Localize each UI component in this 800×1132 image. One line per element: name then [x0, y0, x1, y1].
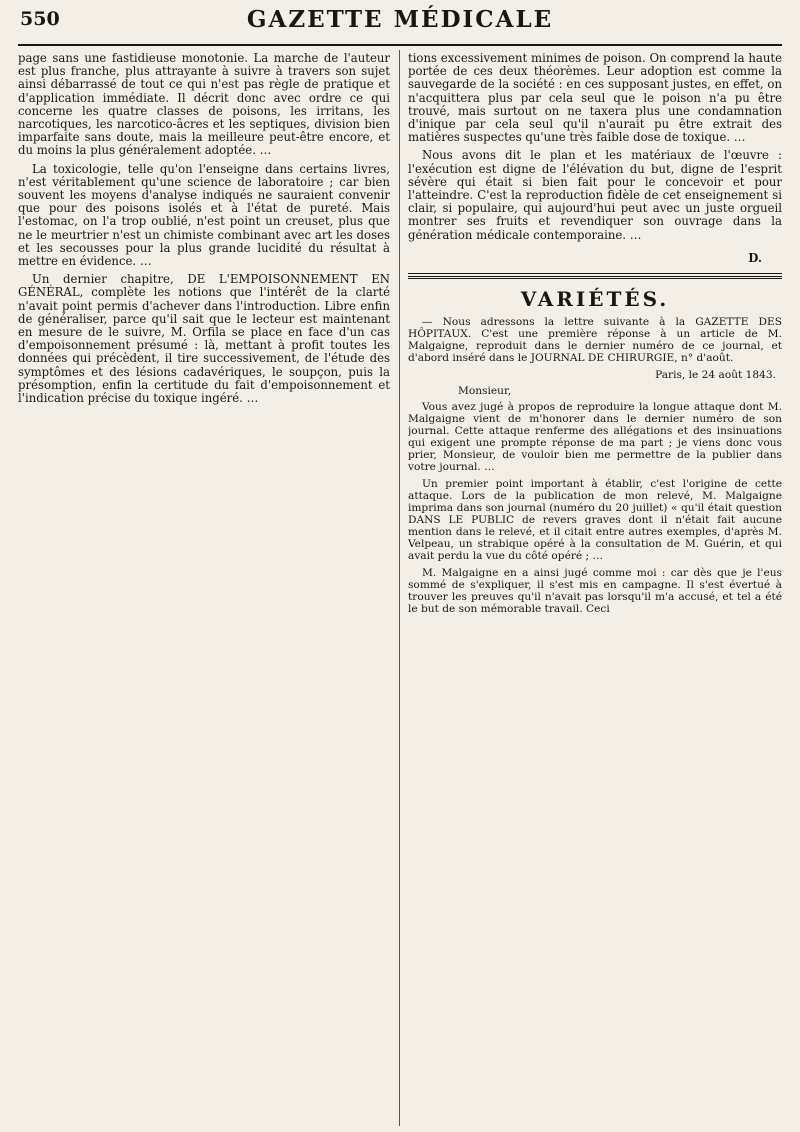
section-rule-bottom: [408, 276, 782, 279]
left-paragraph-3: Un dernier chapitre, DE L'EMPOISONNEMENT EN GÉNÉRAL, complète les notions que l'intérêt de la clarté n'avait point permis d'achever dans l'introduction. Libre enfin de généraliser, parce qu'il sait que le lecteur est maintenant en mesure de le suivre, M. Orfila se place en face d'un cas d'empoisonnement présumé : là, mettant à profit toutes les données qui précèdent, il tire successivement, de l'étude des symptômes et des lésions cadavériques, le soupçon, puis la présomption, enfin la certitude du fait d'empoisonnement et l'indication précise du toxique ingéré. …: [18, 272, 390, 406]
right-paragraph-2: Nous avons dit le plan et les matériaux de l'œuvre : l'exécution est digne de l'élévation du but, digne de l'esprit sévère qui était si bien fait pour le concevoir et pour l'atteindre. C'est la reproduction fidèle de cet enseignement si clair, si populaire, qui aujourd'hui peut avec un juste orgueil montrer ses fruits et revendiquer son ouvrage dans la génération médicale contemporaine. …: [408, 148, 782, 242]
varietes-heading: VARIÉTÉS.: [520, 287, 670, 312]
section-rule-top: [408, 273, 782, 274]
column-divider: [399, 50, 400, 1126]
varietes-section: [408, 316, 782, 615]
page-number: 550: [20, 8, 60, 30]
letter-paragraph-1: Vous avez jugé à propos de reproduire la longue attaque dont M. Malgaigne vient de m'honorer dans le dernier numéro de son journal. Cette attaque renferme des allégations et des insinuations qui exigent une prompte réponse de ma part ; je viens donc vous prier, Monsieur, de vouloir bien me permettre de la publier dans votre journal. …: [408, 401, 782, 474]
left-paragraph-1: page sans une fastidieuse monotonie. La marche de l'auteur est plus franche, plus attrayante à suivre à travers son sujet ainsi débarrassé de tout ce qui n'est pas règle de pratique et d'application immédiate. Il décrit donc avec ordre ce qui concerne les quatre classes de poisons, les irritans, les narcotiques, les narcotico-âcres et les septiques, division bien imparfaite sans doute, mais la meilleure peut-être encore, et du moins la plus généralement adoptée. …: [18, 52, 390, 158]
left-column: [18, 52, 390, 1126]
right-column: [408, 52, 782, 1126]
journal-title: GAZETTE MÉDICALE: [246, 6, 554, 33]
letter-paragraph-2: Un premier point important à établir, c'est l'origine de cette attaque. Lors de la publication de mon relevé, M. Malgaigne imprima dans son journal (numéro du 20 juillet) « qu'il était question DANS LE PUBLIC de revers graves dont il n'était fait aucune mention dans le relevé, et il citait entre autres exemples, d'après M. Velpeau, un strabique opéré à la consultation de M. Guérin, et qui avait perdu la vue du côté opéré ; …: [408, 478, 782, 563]
left-paragraph-2: La toxicologie, telle qu'on l'enseigne dans certains livres, n'est véritablement qu'une science de laboratoire ; car bien souvent les moyens d'analyse indiqués ne sauraient convenir que pour des poisons isolés et à l'état de pureté. Mais l'estomac, on l'a trop oublié, n'est point un creuset, plus que ne le meurtrier n'est un chimiste combinant avec art les doses et les secousses pour la plus grande lucidité du résultat à mettre en évidence. …: [18, 161, 390, 269]
varietes-intro: — Nous adressons la lettre suivante à la GAZETTE DES HÔPITAUX. C'est une première réponse à un article de M. Malgaigne, reproduit dans le dernier numéro de ce journal, et d'abord inséré dans le JOURNAL DE CHIRURGIE, n° d'août.: [408, 316, 782, 365]
right-paragraph-1: tions excessivement minimes de poison. On comprend la haute portée de ces deux théorèmes. Leur adoption est comme la sauvegarde de la société : en ces supposant justes, en effet, on n'acquittera plus par cela seul que le poison n'a pu être trouvé, mais surtout on ne taxera plus une condamnation d'inique par cela seul qu'il n'aurait pu être extrait des matières suspectes qu'une très faible dose de toxique. …: [408, 52, 782, 145]
article-signature: D.: [748, 250, 762, 265]
letter-dateline: Paris, le 24 août 1843.: [655, 369, 776, 382]
page-header: [18, 4, 782, 46]
letter-salutation: Monsieur,: [458, 385, 512, 398]
letter-paragraph-3: M. Malgaigne en a ainsi jugé comme moi : car dès que je l'eus sommé de s'expliquer, il s'est mis en campagne. Il s'est évertué à trouver les preuves qu'il n'avait pas lorsqu'il m'a accusé, et tel a été le but de son mémorable travail. Ceci: [408, 567, 782, 616]
